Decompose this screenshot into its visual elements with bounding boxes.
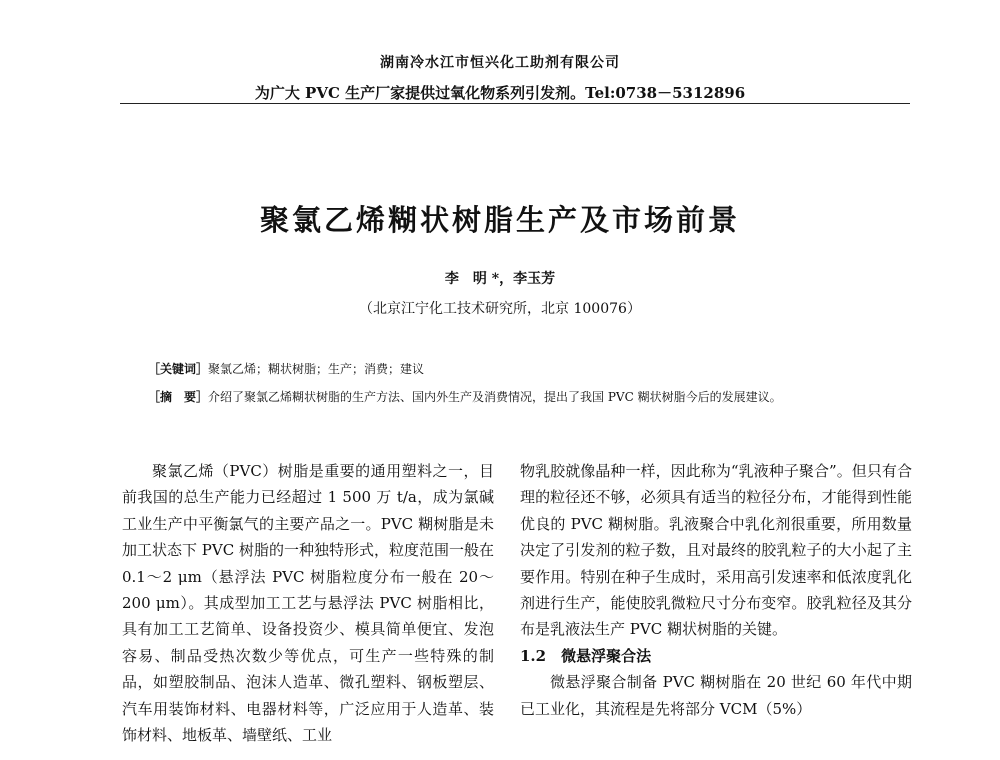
body-paragraph-right: 物乳胶就像晶种一样，因此称为“乳液种子聚合”。但只有合理的粒径还不够，必须具有适当的粒径分布，才能得到性能优良的 PVC 糊树脂。乳液聚合中乳化剂很重要，所用数量决定了引发剂的粒子数，且对最终的胶乳粒子的大小起了主要作用。特别在种子生成时，采用高引发速率和低浓度乳化剂进行生产，能使胶乳微粒尺寸分布变窄。胶乳粒径及其分布是乳液法生产 PVC 糊状树脂的关键。 [520, 462, 912, 639]
keywords-label: ［关键词］ [148, 362, 209, 376]
section-paragraph: 微悬浮聚合制备 PVC 糊树脂在 20 世纪 60 年代中期已工业化，其流程是先将部分 VCM（5%） [520, 673, 912, 718]
abstract-label: ［摘 要］ [148, 390, 209, 404]
body-paragraph-left: 聚氯乙烯（PVC）树脂是重要的通用塑料之一，目前我国的总生产能力已经超过 1 500 万 t/a，成为氯碱工业生产中平衡氯气的主要产品之一。PVC 糊树脂是未加工状态下 PVC 树脂的一种独特形式，粒度范围一般在 0.1～2 μm（悬浮法 PVC 树脂粒度分布一般在 20～200 μm）。其成型加工工艺与悬浮法 PVC 树脂相比，具有加工工艺简单、设备投资少、模具简单便宜、发泡容易、制品受热次数少等优点，可生产一些特殊的制品，如塑胶制品、泡沫人造革、微孔塑料、钢板塑层、汽车用装饰材料、电器材料等，广泛应用于人造革、装饰材料、地板革、墙壁纸、工业 [122, 462, 494, 745]
section-heading: 1.2 微悬浮聚合法 [520, 646, 652, 665]
right-column [520, 458, 912, 722]
ad-line: 为广大 PVC 生产厂家提供过氧化物系列引发剂。Tel:0738－5312896 [254, 84, 746, 102]
affiliation: （北京江宁化工技术研究所，北京 100076） [359, 301, 641, 317]
company-name: 湖南冷水江市恒兴化工助剂有限公司 [380, 55, 620, 71]
keywords [148, 360, 424, 377]
header-rule [120, 103, 910, 104]
keywords-text: 聚氯乙烯；糊状树脂；生产；消费；建议 [208, 362, 425, 376]
article-title: 聚氯乙烯糊状树脂生产及市场前景 [259, 203, 740, 237]
abstract [122, 384, 892, 411]
left-column [122, 458, 494, 748]
authors: 李 明 *，李玉芳 [444, 271, 556, 287]
page-header [0, 52, 1000, 103]
abstract-text: 介绍了聚氯乙烯糊状树脂的生产方法、国内外生产及消费情况，提出了我国 PVC 糊状树脂今后的发展建议。 [208, 390, 782, 404]
